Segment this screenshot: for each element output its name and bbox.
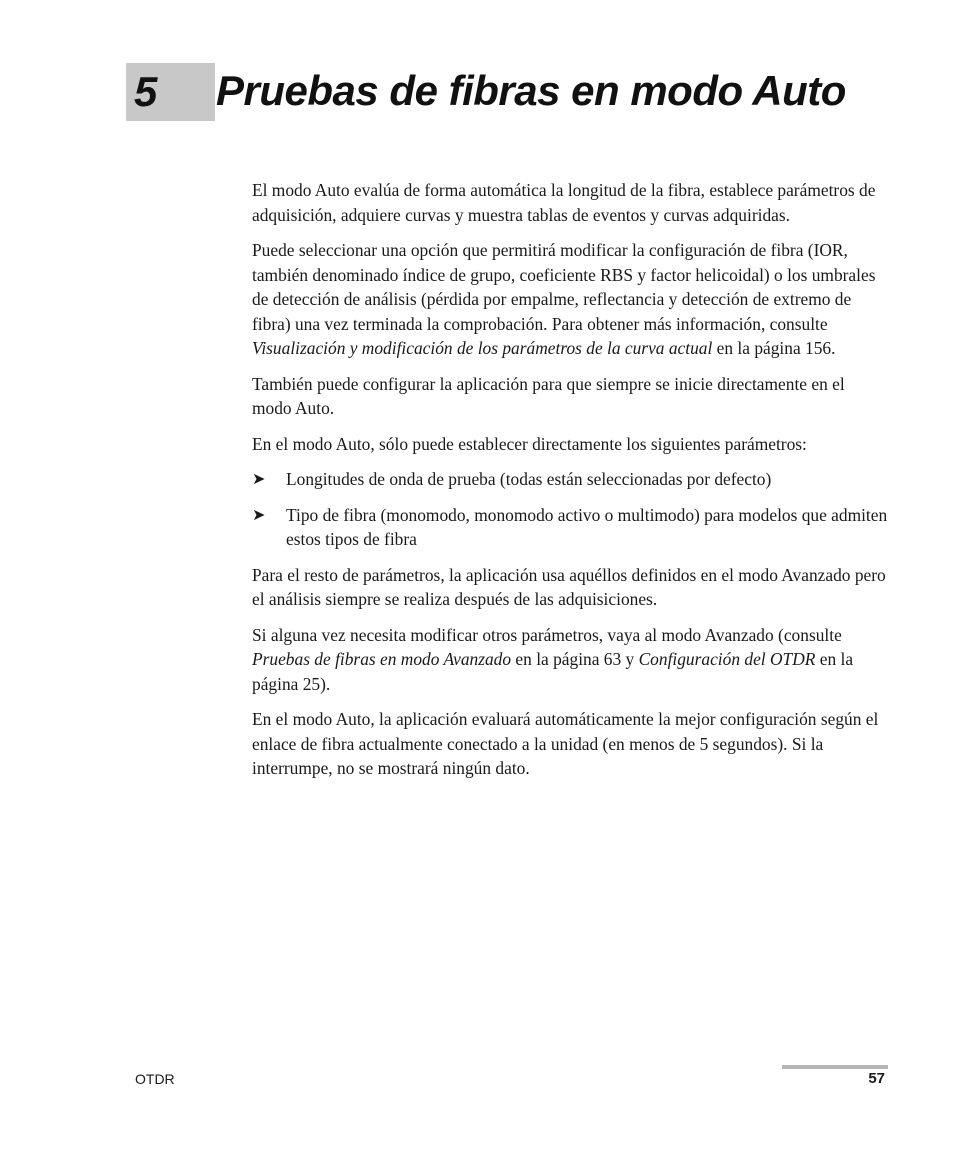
parameter-list	[252, 467, 888, 552]
cross-reference-link[interactable]: Configuración del OTDR	[638, 649, 816, 669]
body-text	[252, 178, 888, 792]
chapter-number: 5	[134, 68, 158, 115]
arrow-bullet-icon: ➤	[252, 504, 266, 524]
paragraph-auto-config: En el modo Auto, la aplicación evaluará automáticamente la mejor configuración según el enlace de fibra actualmente conectado a la unidad (en menos de 5 segundos). Si la interrumpe, no se mostrará ningún dato.	[252, 709, 879, 778]
paragraph-advanced-text: Si alguna vez necesita modificar otros parámetros, vaya al modo Avanzado (consulte	[252, 624, 842, 645]
list-item-text: Longitudes de onda de prueba (todas están seleccionadas por defecto)	[286, 469, 772, 489]
list-item	[252, 467, 888, 492]
paragraph-options-text: Puede seleccionar una opción que permitirá modificar la configuración de fibra (IOR, también denominado índice de grupo, coeficiente RBS y factor helicoidal) o los umbrales de detección de análisis (pérdida por empalme, reflectancia y detección de extremo de fibra) una vez terminada la comprobación. Para obtener más información, consulte	[252, 240, 876, 334]
paragraph-advanced-defaults: Para el resto de parámetros, la aplicación usa aquéllos definidos en el modo Avanzado pero el análisis siempre se realiza después de las adquisiciones.	[252, 564, 886, 609]
paragraph-intro: El modo Auto evalúa de forma automática la longitud de la fibra, establece parámetros de adquisición, adquiere curvas y muestra tablas de eventos y curvas adquiridas.	[252, 180, 876, 225]
cross-reference-link[interactable]: Visualización y modificación de los parámetros de la curva actual	[252, 338, 713, 358]
list-item	[252, 503, 888, 552]
chapter-title: Pruebas de fibras en modo Auto	[216, 67, 846, 114]
paragraph-advanced-mode	[252, 623, 888, 697]
paragraph-startup: También puede configurar la aplicación para que siempre se inicie directamente en el modo Auto.	[252, 373, 845, 418]
page-number: 57	[868, 1070, 885, 1087]
footer-product-name: OTDR	[135, 1071, 175, 1087]
footer-rule	[782, 1065, 888, 1069]
cross-reference-link[interactable]: Pruebas de fibras en modo Avanzado	[252, 649, 512, 669]
list-item-text: Tipo de fibra (monomodo, monomodo activo o multimodo) para modelos que admiten estos tipos de fibra	[286, 504, 888, 549]
paragraph-advanced-page: en la página 63 y	[511, 649, 639, 669]
paragraph-advanced-page2: en la página 25).	[252, 649, 854, 694]
paragraph-options	[252, 238, 888, 361]
paragraph-options-page: en la página 156.	[712, 338, 836, 358]
paragraph-parameters: En el modo Auto, sólo puede establecer directamente los siguientes parámetros:	[252, 433, 807, 454]
arrow-bullet-icon: ➤	[252, 469, 266, 488]
